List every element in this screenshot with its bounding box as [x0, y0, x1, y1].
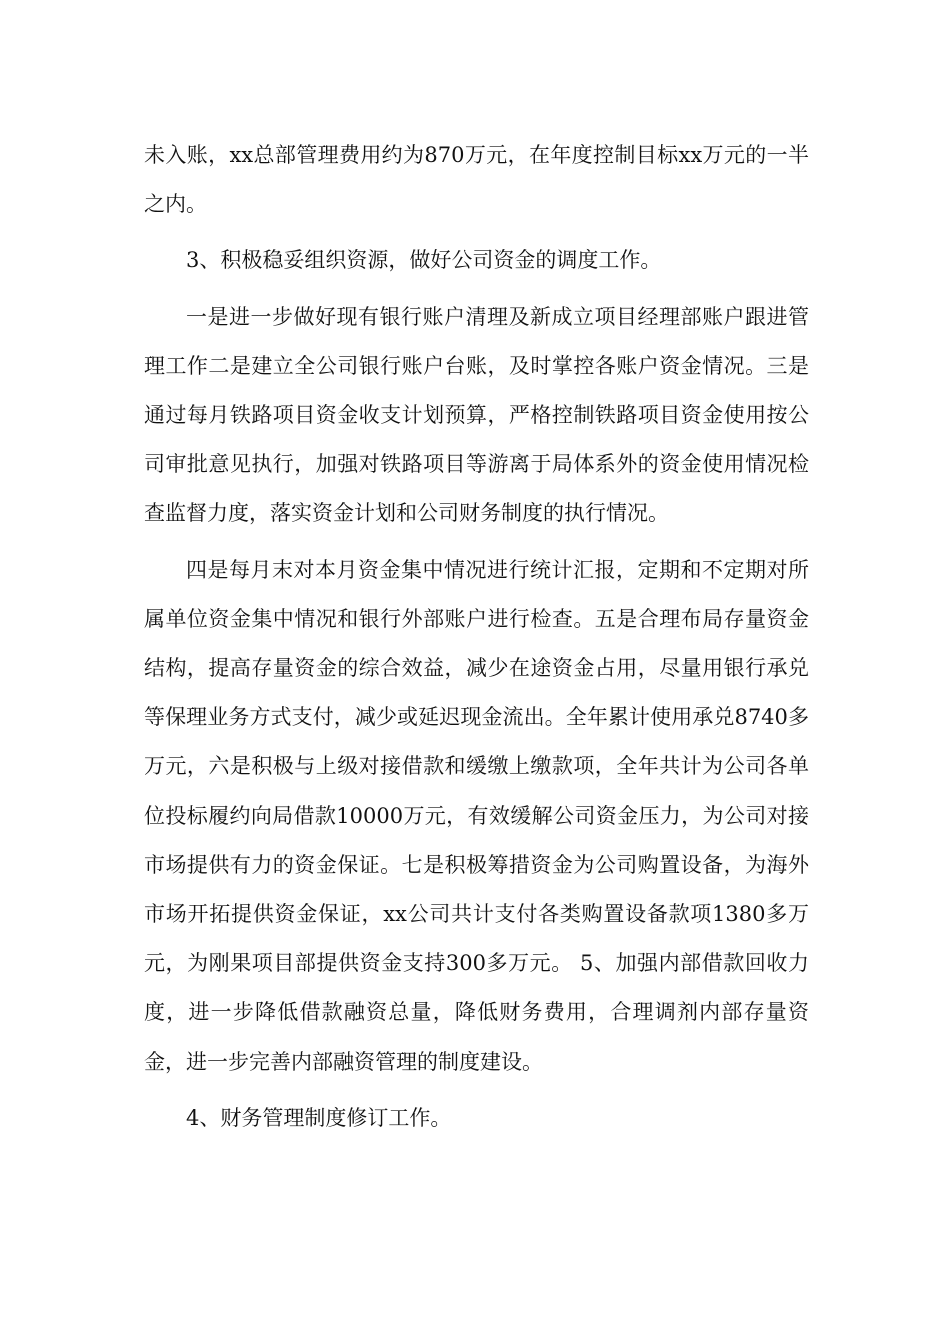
paragraph-account-management: 一是进一步做好现有银行账户清理及新成立项目经理部账户跟进管理工作二是建立全公司银行账户台账，及时掌控各账户资金情况。三是通过每月铁路项目资金收支计划预算，严格控制铁路项目资金使用按公司审批意见执行，加强对铁路项目等游离于局体系外的资金使用情况检查监督力度，落实资金计划和公司财务制度的执行情况。: [144, 304, 809, 526]
paragraph-fund-concentration: 四是每月末对本月资金集中情况进行统计汇报，定期和不定期对所属单位资金集中情况和银行外部账户进行检查。五是合理布局存量资金结构，提高存量资金的综合效益，减少在途资金占用，尽量用银行承兑等保理业务方式支付，减少或延迟现金流出。全年累计使用承兑8740多万元，六是积极与上级对接借款和缓缴上缴款项，全年共计为公司各单位投标履约向局借款10000万元，有效缓解公司资金压力，为公司对接市场提供有力的资金保证。七是积极筹措资金为公司购置设备，为海外市场开拓提供资金保证，xx公司共计支付各类购置设备款项1380多万元，为刚果项目部提供资金支持300多万元。 5、加强内部借款回收力度，进一步降低借款融资总量，降低财务费用，合理调剂内部存量资金，进一步完善内部融资管理的制度建设。: [144, 557, 809, 1074]
paragraph-section-4-heading: 4、财务管理制度修订工作。: [186, 1105, 452, 1130]
paragraph-continuation: 未入账，xx总部管理费用约为870万元，在年度控制目标xx万元的一半之内。: [144, 143, 809, 217]
document-body: [144, 131, 809, 1143]
paragraph-section-3-heading: 3、积极稳妥组织资源，做好公司资金的调度工作。: [186, 248, 662, 273]
